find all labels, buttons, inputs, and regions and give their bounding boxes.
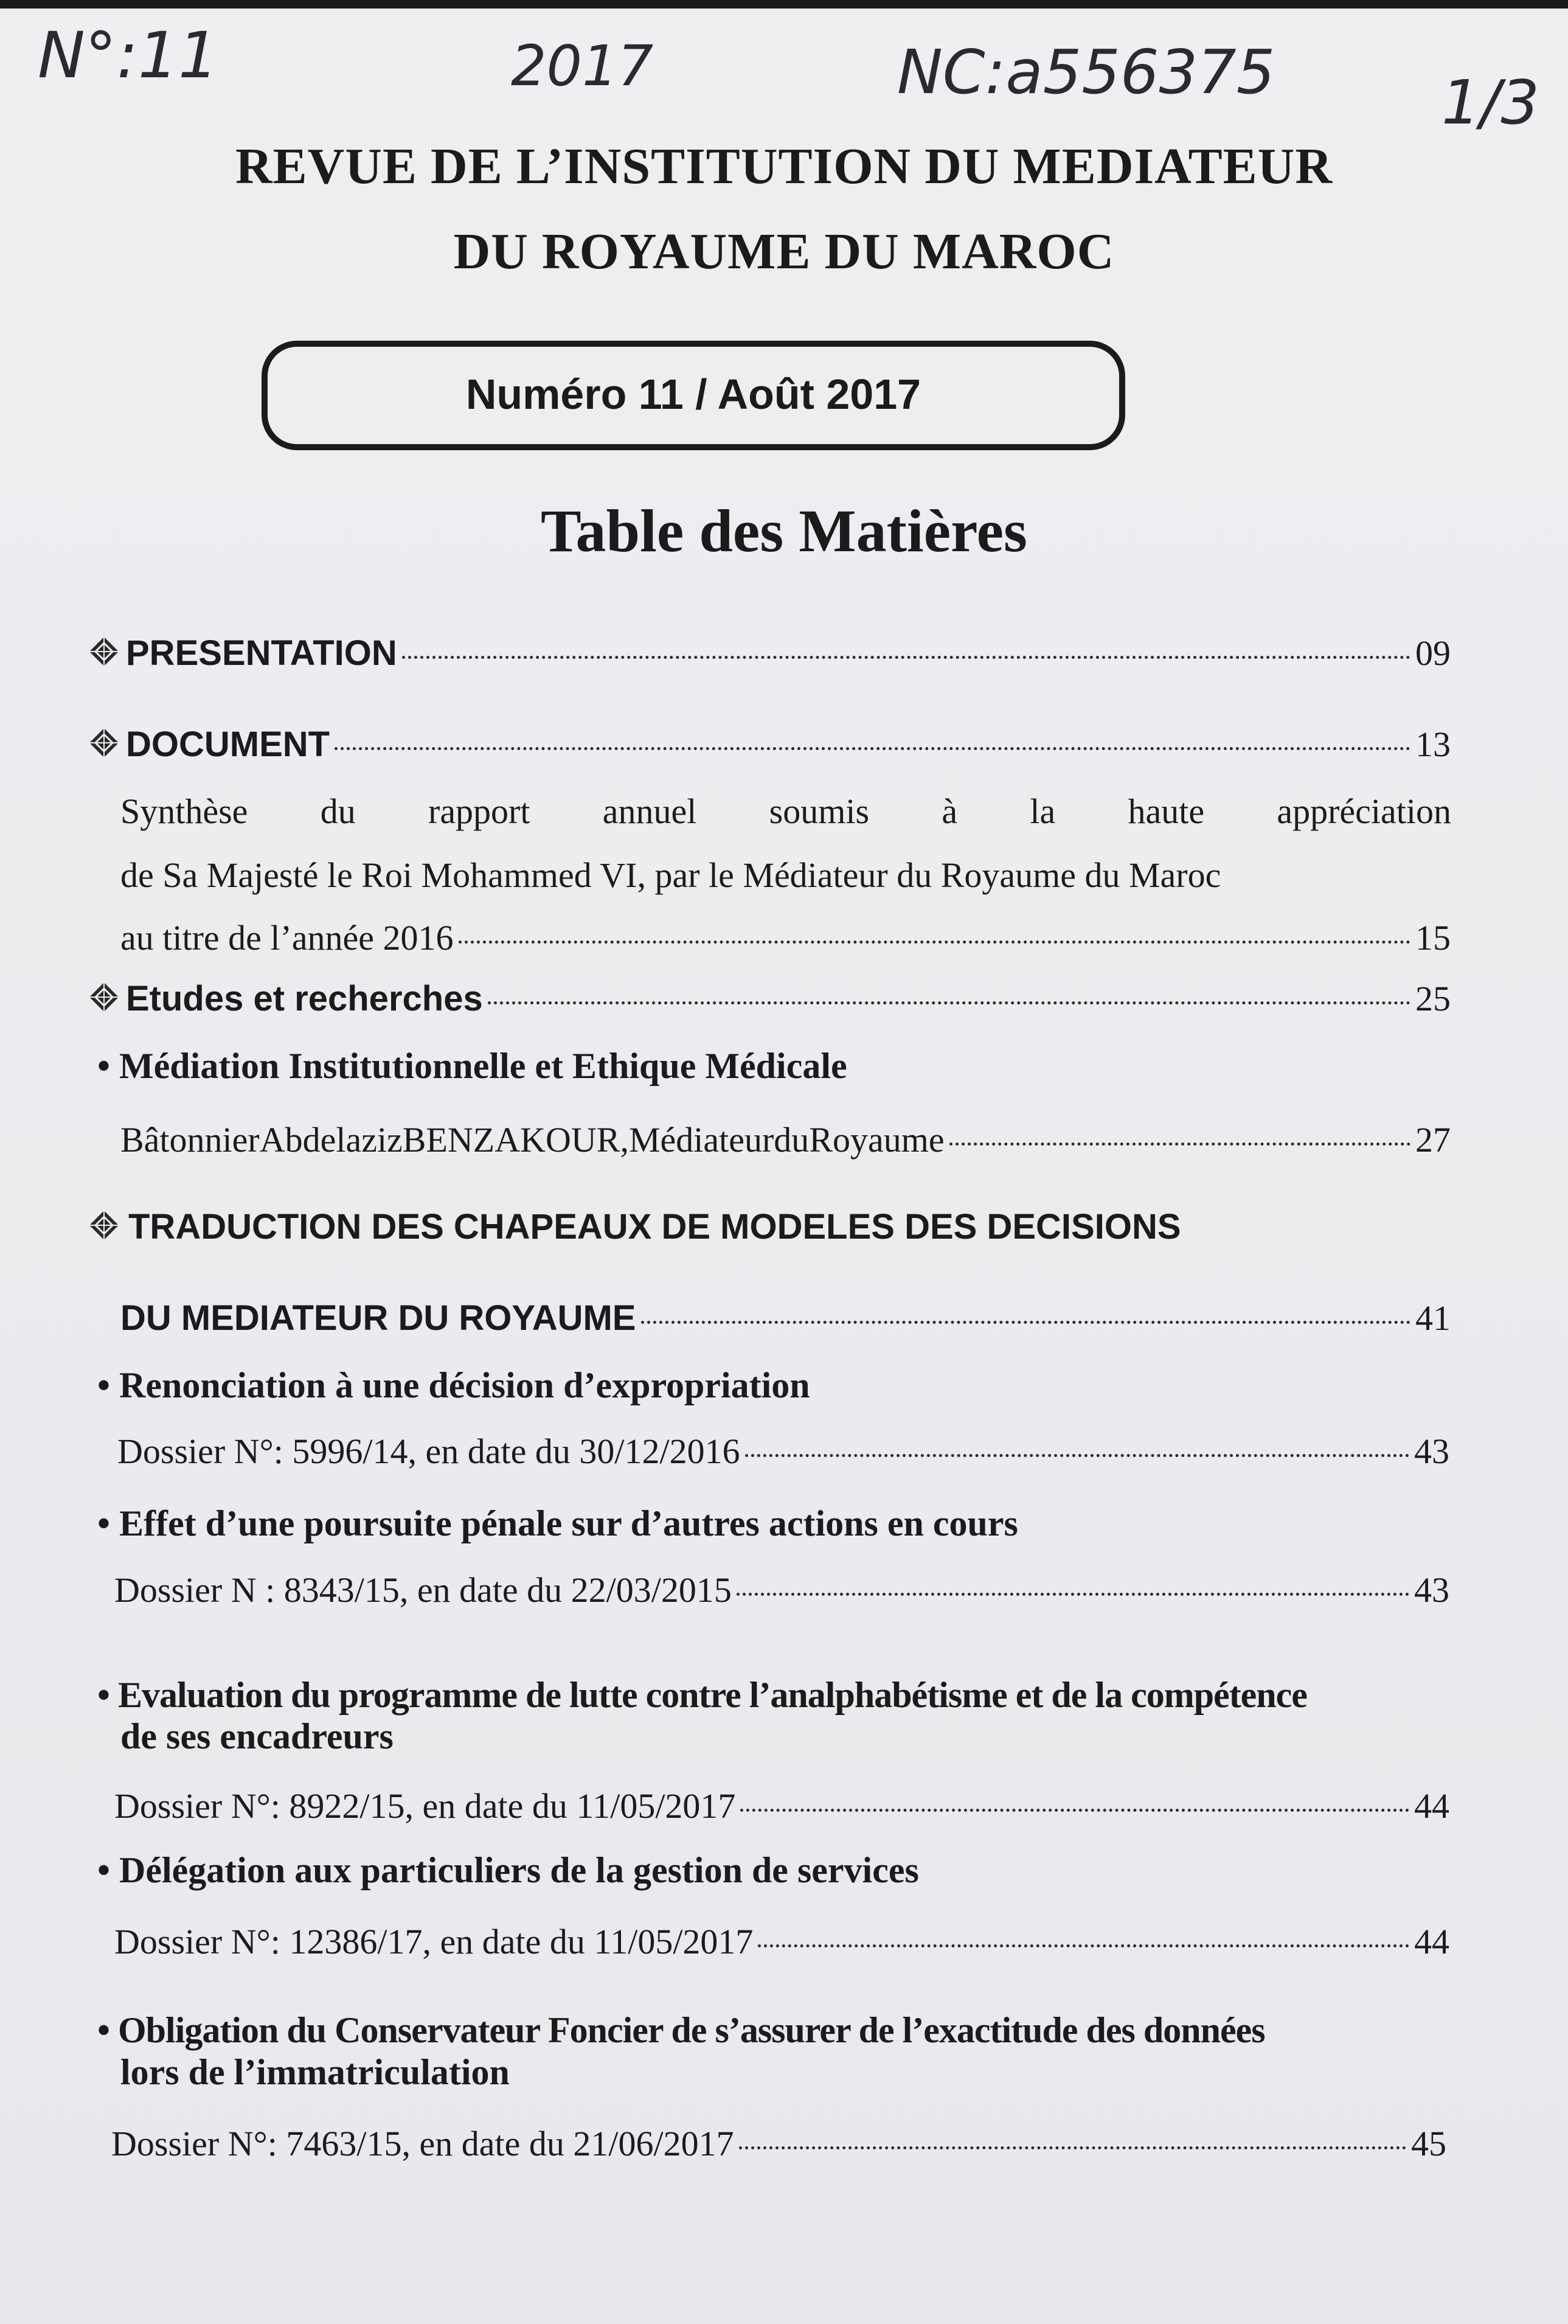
toc-page: 25 [1415,979,1451,1018]
toc-page: 15 [1415,918,1451,958]
issue-box [262,341,1125,450]
toc-page: 27 [1415,1120,1451,1160]
handwritten-issue-note: N°:11 [38,18,219,92]
toc-label: PRESENTATION [126,633,397,673]
toc-label: DOCUMENT [126,725,330,764]
item-1-dossier [117,1431,1449,1472]
toc-entry-traduction-line2 [120,1298,1451,1338]
toc-item-title: Renonciation à une décision d’expropriation [119,1365,810,1405]
dot-leader [641,1321,1411,1324]
toc-page: 44 [1414,1786,1449,1826]
item-3-title: • Evaluation du programme de lutte contre l’analphabétisme et de la compétence [97,1675,1307,1715]
toc-page: 43 [1414,1570,1449,1610]
item-5-title: • Obligation du Conservateur Foncier de s’assurer de l’exactitude des données [97,2010,1265,2050]
document-desc-line2: de Sa Majesté le Roi Mohammed VI, par le Médiateur du Royaume du Maroc [120,855,1221,895]
toc-label: TRADUCTION DES CHAPEAUX DE MODELES DES DECISIONS [128,1207,1181,1247]
toc-item-title: Médiation Institutionnelle et Ethique Médicale [119,1046,847,1086]
toc-text: Dossier N°: 12386/17, en date du 11/05/2017 [114,1922,754,1961]
toc-text: Dossier N°: 8922/15, en date du 11/05/2017 [114,1786,736,1826]
item-4-title: • Délégation aux particuliers de la gestion de services [97,1850,919,1890]
section-diamond-icon [88,981,120,1013]
dot-leader [740,1809,1409,1812]
dot-leader [737,1593,1409,1596]
dot-leader [745,1454,1409,1457]
item-3-dossier [114,1786,1449,1826]
toc-entry-document [88,724,1451,765]
page-edge [0,0,1568,9]
section-diamond-icon [88,636,120,667]
item-4-dossier [114,1921,1449,1962]
toc-entry-presentation [88,633,1451,673]
section-diamond-icon [88,727,120,759]
toc-item-title: Obligation du Conservateur Foncier de s’assurer de l’exactitude des données [118,2010,1265,2050]
dot-leader [758,1944,1409,1947]
dot-leader [488,1001,1410,1004]
toc-page: 13 [1415,725,1451,764]
toc-text: Dossier N°: 5996/14, en date du 30/12/2016 [117,1432,740,1471]
toc-item-title: Effet d’une poursuite pénale sur d’autres actions en cours [119,1503,1018,1543]
section-diamond-icon [88,1209,120,1241]
dot-leader [459,941,1410,944]
toc-text: au titre de l’année 2016 [120,918,454,958]
toc-text: BâtonnierAbdelazizBENZAKOUR,MédiateurduRoyaume [120,1120,945,1160]
toc-label: DU MEDIATEUR DU ROYAUME [120,1298,636,1338]
toc-label: Etudes et recherches [126,979,483,1018]
document-desc-line1: Synthèse du rapport annuel soumis à la haute appréciation [120,791,1451,831]
dot-leader [949,1143,1410,1146]
toc-text: Dossier N : 8343/15, en date du 22/03/2015 [114,1570,732,1610]
toc-item-title: Délégation aux particuliers de la gestion de services [119,1850,919,1890]
toc-page: 44 [1414,1922,1449,1961]
item-1-title: • Renonciation à une décision d’expropriation [97,1365,810,1405]
toc-page: 45 [1411,2124,1446,2163]
toc-page: 41 [1415,1298,1451,1338]
item-2-title: • Effet d’une poursuite pénale sur d’autres actions en cours [97,1503,1018,1543]
item-3-title-cont: de ses encadreurs [120,1716,394,1756]
journal-title-line2: DU ROYAUME DU MAROC [453,223,1115,280]
toc-entry-etudes [88,978,1451,1019]
etudes-item-title: • Médiation Institutionnelle et Ethique Médicale [97,1046,847,1086]
handwritten-part-note: 1/3 [1441,67,1539,138]
dot-leader [402,656,1410,659]
toc-page: 09 [1415,633,1451,673]
toc-item-title: Evaluation du programme de lutte contre l’analphabétisme et de la compétence [118,1675,1307,1715]
toc-text: Dossier N°: 7463/15, en date du 21/06/2017 [111,2124,734,2163]
item-5-dossier [111,2123,1446,2164]
journal-title-line1: REVUE DE L’INSTITUTION DU MEDIATEUR [235,138,1333,195]
issue-label: Numéro 11 / Août 2017 [465,371,921,418]
item-2-dossier [114,1570,1449,1610]
etudes-item-author [120,1119,1451,1160]
handwritten-year-note: 2017 [511,33,654,99]
document-desc-line3 [120,917,1451,958]
toc-page: 43 [1414,1432,1449,1471]
item-5-title-cont: lors de l’immatriculation [120,2052,510,2092]
toc-entry-traduction [88,1206,1181,1247]
dot-leader [335,747,1410,750]
dot-leader [739,2146,1406,2149]
handwritten-code-note: NC:a556375 [897,37,1275,108]
toc-title: Table des Matières [541,497,1027,565]
